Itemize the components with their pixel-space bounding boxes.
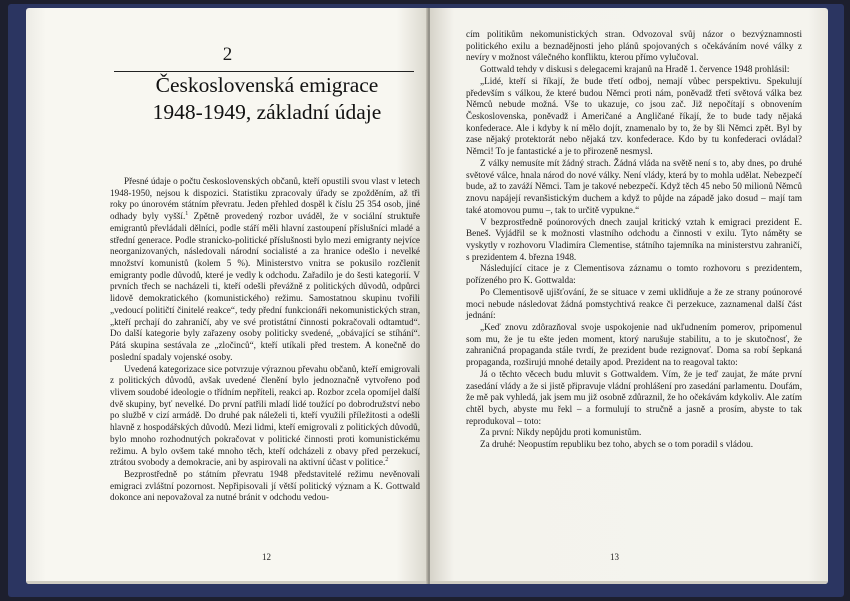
paragraph bbox=[110, 176, 420, 364]
paragraph: Gottwald tehdy v diskusi s delegacemi krajanů na Hradě 1. července 1948 prohlásil: bbox=[480, 64, 790, 75]
chapter-title-line-1: Československá emigrace bbox=[155, 73, 379, 97]
chapter-title-line-2: 1948-1949, základní údaje bbox=[152, 100, 382, 124]
page-number: 13 bbox=[610, 552, 619, 562]
paragraph-text: Uvedená kategorizace sice potvrzuje výraznou převahu občanů, kteří emigrovali z politických důvodů, avšak uvedené členění bylo jednoznačně vytvořeno pod vlivem soudobé ideologie o třídním nepříteli, reakci ap. Rozbor zcela opomíjel další dvě skupiny, byť nevelké. Do první patřili mladí lidé toužící po dobrodružství nebo po službě v cizí armádě. Do druhé pak náleželi ti, kteří využili příležitosti a odešli hlavně z hospodářských důvodů. Mezi lidmi, kteří emigrovali z politických důvodů, bylo mnoho rozhodnutých pokračovat v politické činnosti proti komunistickému režimu. A bylo ovšem také mnoho těch, kteří odcházeli z obavy před perzekucí, ztrátou svobody a demokracie, ani by aspirovali na aktivní účast v politice. bbox=[110, 363, 420, 468]
chapter-number: 2 bbox=[222, 44, 233, 65]
left-page bbox=[26, 8, 429, 584]
paragraph bbox=[110, 364, 420, 469]
page-edge bbox=[26, 581, 429, 584]
page-edge bbox=[430, 581, 828, 584]
left-body-text bbox=[110, 176, 420, 504]
chapter-title bbox=[114, 72, 420, 126]
quote-paragraph: Já o těchto věcech budu mluvit s Gottwaldem. Vím, že je teď zaujat, že máte první zasedání vlády a že si jistě připravuje vládní prohlášení pro zasedání parlamentu. Doufám, že mě pak vyhledá, jak jsem mu již osobně zdůraznil, že ho očekávám kdykoliv. Ale zatím chtěl bych, abyste mu řekl – a formulují to stručně a jasně a prosím, abyste to tak reprodukoval – toto: bbox=[466, 368, 802, 426]
quote-paragraph: Za druhé: Neopustím republiku bez toho, abych se o tom poradil s vládou. bbox=[480, 439, 754, 450]
paragraph: Po Clementisově ujišťování, že se situace v zemi uklidňuje a že ze strany poúnorové moci nebude následovat žádná pomstychtivá reakce či perzekuce, zaznamenal další část jednání: bbox=[466, 286, 802, 321]
paragraph: Následující citace je z Clementisova záznamu o tomto rozhovoru s prezidentem, pořízeného pro K. Gottwalda: bbox=[466, 263, 802, 286]
footnote-mark: 1 bbox=[185, 211, 189, 218]
paragraph: Bezprostředně po státním převratu 1948 představitelé režimu nevěnovali emigraci zvláštní pozornost. Nepřipisovali jí větší politický význam a K. Gottwald dokonce ani nepovažoval za nutné bránit v odchodu vedou- bbox=[110, 468, 420, 503]
paragraph-text: Zpětně provedený rozbor uváděl, že v sociální struktuře emigrantů převládali dělníci, podle stáří měli hlavní zastoupení příslušníci mladé a střední generace. Podle stranicko-politické příslušnosti bylo mezi emigranty nejvíce neorganizovaných, následovali národní socialisté a za hranice odešlo i nevelké množství komunistů (kolem 5 %). Ministerstvo vnitra se pokusilo rozčlenit emigranty podle důvodů, které je vedly k odchodu. Zařadilo je do šesti kategorií. V prvních třech se nacházeli ti, kteří odešli převážně z politických důvodů, odpůrci lidově demokratického (komunistického) režimu. Samostatnou skupinu tvořili „vedoucí političtí činitelé reakce“, tedy přední funkcionáři nekomunistických stran, „kteří prchají do zahraničí, aby ve své protistátní činnosti pokračovali odtamtud“. Do další kategorie byly zařazeny osoby politicky svedené, „obávající se stíhání“. Pátá skupina sestávala ze „zločinců“, kteří utíkali před trestem. A konečně do poslední spadaly vojenské osoby. bbox=[110, 211, 420, 362]
quote-paragraph: Za první: Nikdy nepůjdu proti komunistům. bbox=[480, 427, 642, 438]
quote-paragraph: „Keď znovu zdôrazňoval svoje uspokojenie nad ukľudnením pomerov, pripomenul som mu, že je tu ešte jeden moment, ktorý narušuje stabilitu, a to je skutočnosť, že zahraničná propaganda stále tvrdí, že prezident bude rezignovať. Doma sa robí šepkaná propaganda, rozširujú mnohé detaily apod. Prezident na to reagoval takto: bbox=[466, 321, 802, 368]
quote-paragraph: Z války nemusíte mít žádný strach. Žádná vláda na světě není s to, aby dnes, po druhé světové válce, hnala národ do nové války. Není vlády, která by to mohla udělat. Nebezpečí bude, až to zaváží Němci. Tam je takové nebezpečí. Když těch 45 nebo 50 milionů Němců znovu napájejí revanšistickým duchem a když to půjde na západě jako dosud – mají tam také atomovou pumu –, tak to určitě vypukne.“ bbox=[466, 157, 802, 215]
paragraph-text: Přesné údaje o počtu československých občanů, kteří opustili svou vlast v letech 1948-1950, nejsou k dispozici. Statistiku zpracovaly úřady se zpožděním, až tři roky po únorovém státním převratu. Jeden přehled dospěl k číslu 25 354 osob, jiné odhady byly vyšší. bbox=[110, 176, 420, 222]
right-page bbox=[430, 8, 828, 584]
footnote-mark: 2 bbox=[385, 457, 389, 464]
quote-paragraph: „Lidé, kteří si říkají, že bude třetí odboj, nemají vůbec perspektivu. Spekulují především s válkou, že které budou Němci proti nám, poněvadž třetí světová válka bez Němců nebude možná. Vše to ukazuje, co jsou zač. Již nepočítají s obnovením Československa, poněvadž i Američané a Angličané říkají, že to bude tady nějaká konfederace. Ale i kdyby k ní mělo dojít, znamenalo by to, že by šli Němci zpět. Byl by zase nějaký protektorát nebo nějaká tzv. konfederace. Kdo by tu konfederaci ovládal? Němci! To je fantastické a je to přirozeně nesmysl. bbox=[466, 75, 802, 157]
paragraph: V bezprostředně poúnorových dnech zaujal kritický vztah k emigraci prezident E. Beneš. Vyjádřil se k možnosti vlastního odchodu a činnosti v exilu. Tyto náměty se vyskytly v rozhovoru Vladimíra Clementise, státního tajemníka na ministerstvu zahraničí, s prezidentem 4. března 1948. bbox=[466, 216, 802, 262]
right-body-text bbox=[466, 29, 802, 451]
page-number: 12 bbox=[262, 552, 271, 562]
paragraph: cím politikům nekomunistických stran. Odvozoval svůj názor o bezvýznamnosti politického exilu a beznadějnosti jeho plánů spojovaných s očekáváním nové války z nevíry v možnost válečného konfliktu, kterou přímo vylučoval. bbox=[466, 29, 802, 63]
